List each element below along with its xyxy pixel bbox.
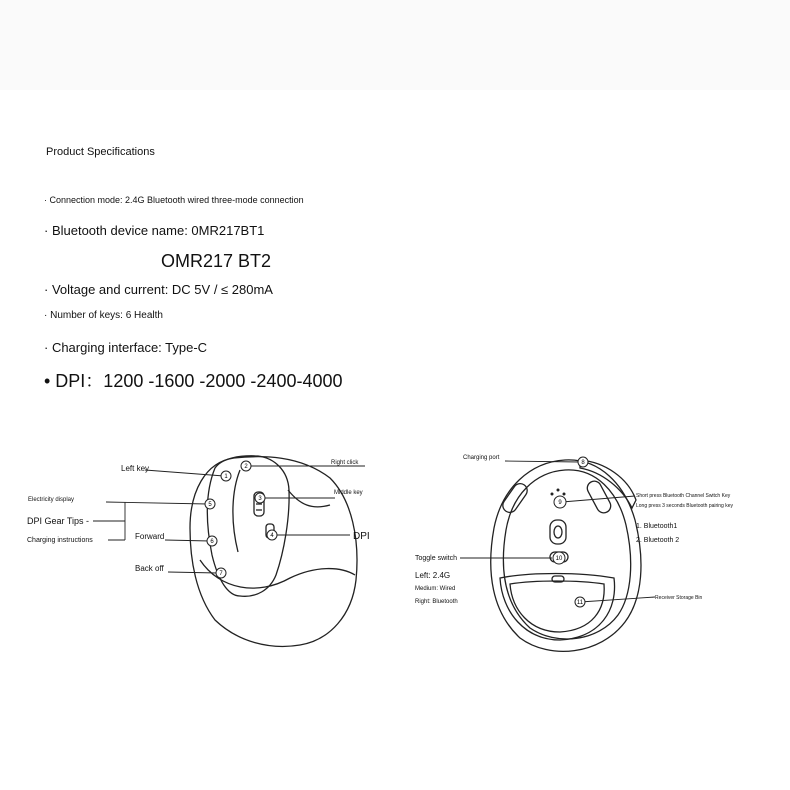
marker-7-label: 7: [219, 571, 223, 577]
spec-title: Product Specifications: [46, 146, 155, 158]
label-electricity-display: Electricity display: [28, 497, 75, 503]
label-long-press: Long press 3 seconds Bluetooth pairing key: [636, 503, 734, 509]
label-dpi-gear-tips: DPI Gear Tips -: [27, 516, 90, 526]
label-back-off: Back off: [135, 564, 164, 573]
label-left-mode: Left: 2.4G: [415, 571, 451, 580]
receiver-storage-bin-inner: [510, 581, 604, 632]
label-right-click: Right click: [331, 460, 359, 466]
mouse-top-body-outline: [190, 457, 357, 647]
marker-1: [221, 471, 231, 481]
label-bluetooth-1: 1. Bluetooth1: [636, 523, 678, 530]
marker-7: [216, 568, 226, 578]
marker-9: [554, 496, 566, 508]
label-bluetooth-2: 2. Bluetooth 2: [636, 537, 680, 544]
channel-indicator-dots: [551, 489, 566, 496]
label-short-press: Short press Bluetooth Channel Switch Key: [636, 493, 731, 499]
mouse-sensor-shape: [550, 520, 566, 544]
marker-9-label: 9: [558, 500, 562, 506]
label-forward: Forward: [135, 532, 165, 541]
marker-2: [241, 461, 251, 471]
marker-3: [255, 493, 265, 503]
label-charging-port: Charging port: [463, 455, 500, 461]
mouse-bottom-view: [491, 458, 641, 651]
marker-4: [267, 530, 277, 540]
mouse-top-split-line: [233, 470, 240, 552]
spec-connection-mode: · Connection mode: 2.4G Bluetooth wired three-mode connection: [44, 195, 304, 205]
marker-8: [578, 457, 588, 467]
marker-10: [553, 552, 565, 564]
marker-4-label: 4: [270, 533, 274, 539]
label-dpi: DPI: [353, 531, 370, 542]
marker-6-label: 6: [210, 539, 214, 545]
mouse-sensor-lens: [554, 526, 562, 538]
marker-8-label: 8: [581, 460, 585, 466]
marker-5-label: 5: [208, 502, 212, 508]
label-medium-mode: Medium: Wired: [415, 586, 456, 592]
mouse-top-view: [190, 456, 357, 647]
spec-bluetooth-name: · Bluetooth device name: 0MR217BT1: [44, 223, 265, 238]
label-left-key: Left key: [121, 464, 150, 473]
spec-keys: · Number of keys: 6 Health: [44, 310, 163, 321]
label-toggle-switch: Toggle switch: [415, 555, 458, 562]
top-view-leaders: [93, 466, 365, 573]
spec-charging-interface: · Charging interface: Type-C: [44, 340, 208, 355]
spec-dpi: • DPI：1200 -1600 -2000 -2400-4000: [44, 371, 343, 391]
marker-3-label: 3: [258, 496, 262, 502]
label-middle-key: Middle key: [334, 490, 363, 496]
marker-5: [205, 499, 215, 509]
label-right-mode: Right: Bluetooth: [415, 599, 458, 605]
spec-bluetooth-name-2: OMR217 BT2: [161, 251, 272, 271]
marker-11-label: 11: [576, 600, 584, 606]
marker-6: [207, 536, 217, 546]
spec-voltage: · Voltage and current: DC 5V / ≤ 280mA: [44, 282, 273, 297]
marker-1-label: 1: [224, 474, 228, 480]
label-charging-instructions: Charging instructions: [27, 537, 93, 544]
marker-2-label: 2: [244, 464, 248, 470]
marker-10-label: 10: [555, 556, 563, 562]
label-receiver-storage-bin: · Receiver Storage Bin: [652, 595, 703, 601]
marker-11: [575, 597, 585, 607]
mouse-foot-right: [585, 479, 613, 516]
